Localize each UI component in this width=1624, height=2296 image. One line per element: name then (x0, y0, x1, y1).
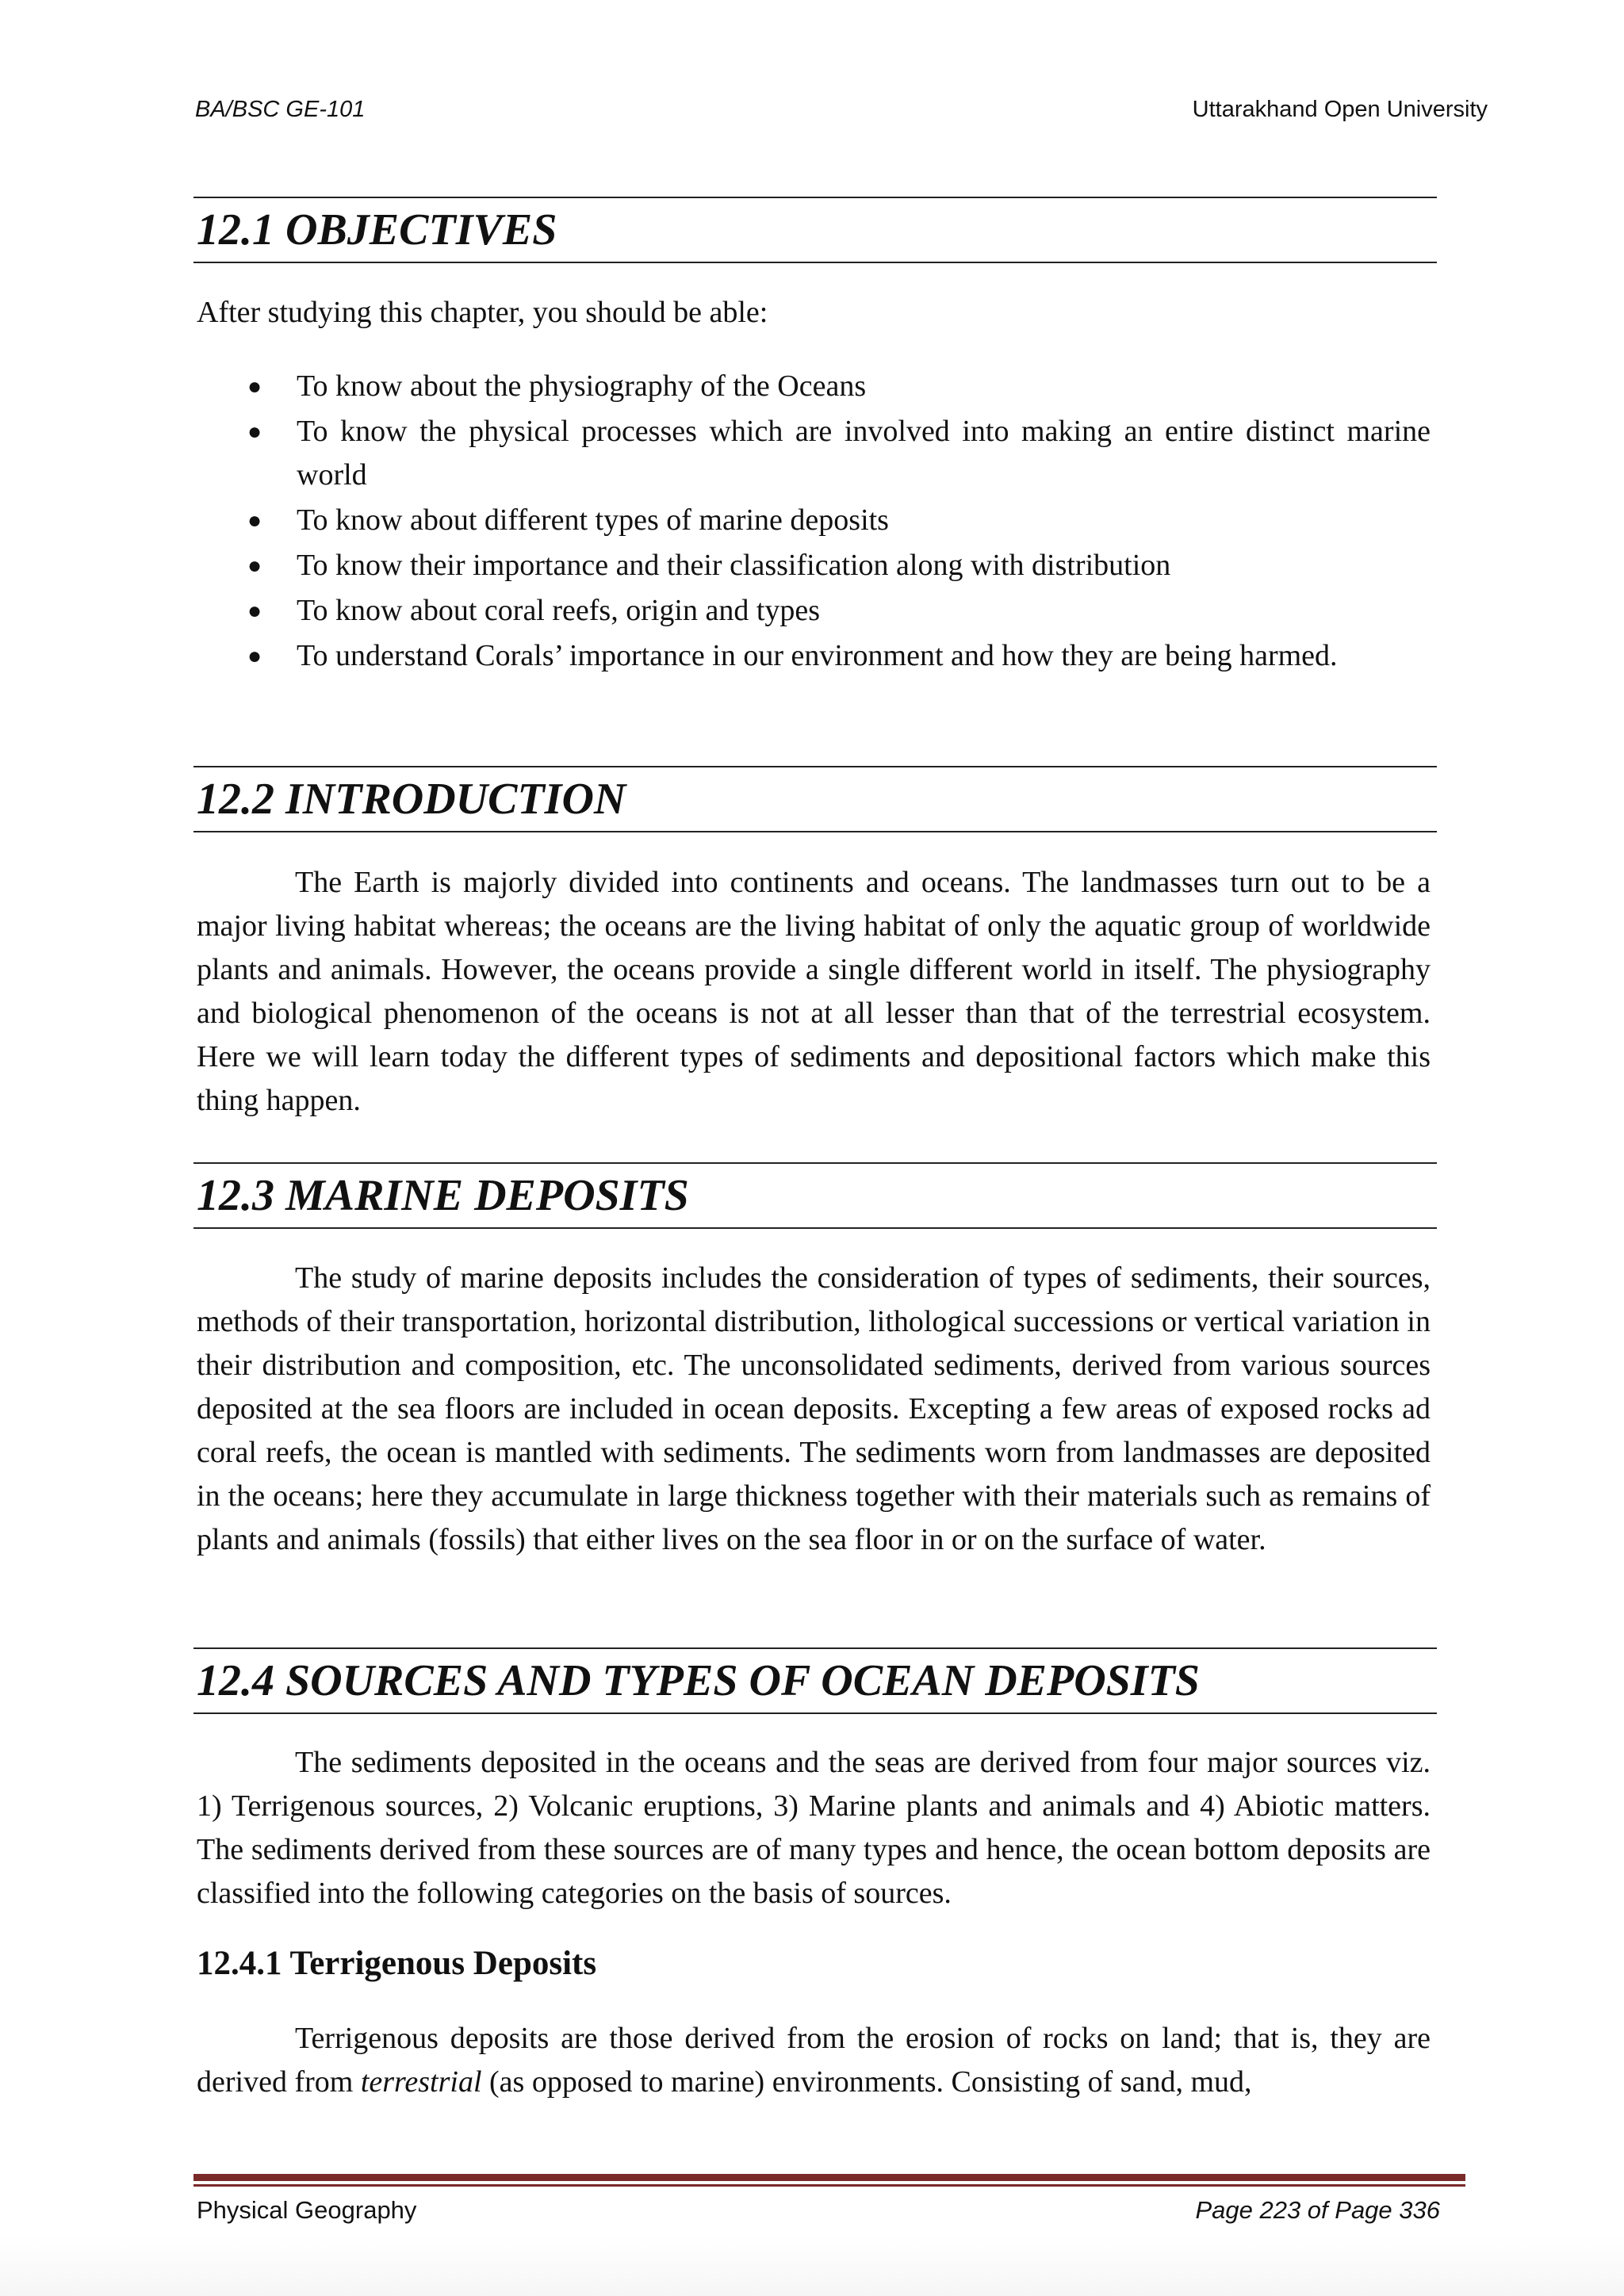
running-header-university: Uttarakhand Open University (1192, 97, 1488, 122)
subsection-heading-terrigenous: 12.4.1 Terrigenous Deposits (197, 1945, 597, 1982)
heading-rule-top (193, 1162, 1437, 1164)
bullet-icon: ● (247, 643, 262, 669)
footer-subject: Physical Geography (197, 2196, 417, 2224)
list-item: ● To know about coral reefs, origin and types (197, 589, 1431, 633)
heading-rule-top (193, 197, 1437, 198)
heading-rule-bottom (193, 1227, 1437, 1229)
heading-rule-bottom (193, 1712, 1437, 1714)
bullet-icon: ● (247, 419, 262, 445)
bullet-icon: ● (247, 507, 262, 534)
section-heading-marine-deposits: 12.3 MARINE DEPOSITS (197, 1171, 689, 1220)
section-heading-objectives: 12.1 OBJECTIVES (197, 205, 557, 254)
objectives-intro-text: After studying this chapter, you should be able: (197, 296, 768, 329)
bullet-icon: ● (247, 373, 262, 400)
bullet-icon: ● (247, 598, 262, 624)
list-item: ● To know their importance and their classification along with distribution (197, 544, 1431, 587)
bullet-icon: ● (247, 553, 262, 579)
objectives-intro (197, 291, 1431, 335)
sources-types-body (197, 1741, 1431, 1915)
heading-rule-bottom (193, 831, 1437, 832)
marine-deposits-body (197, 1257, 1431, 1562)
footer-rule-thin (193, 2184, 1465, 2187)
terrigenous-body (197, 2017, 1431, 2104)
sources-types-paragraph: The sediments deposited in the oceans and the seas are derived from four major sources viz. 1) Terrigenous sources, 2) Volcanic eruptions, 3) Marine plants and animals and 4) Abiotic matters. The sediments derived from these sources are of many types and hence, the ocean bottom deposits are classified into the following categories on the basis of sources. (197, 1746, 1431, 1910)
section-heading-sources-types: 12.4 SOURCES AND TYPES OF OCEAN DEPOSITS (197, 1656, 1200, 1705)
page-bottom-shade (0, 2236, 1624, 2296)
introduction-body (197, 861, 1431, 1123)
running-header-course-code: BA/BSC GE-101 (195, 97, 366, 122)
section-heading-introduction: 12.2 INTRODUCTION (197, 775, 626, 824)
heading-rule-bottom (193, 262, 1437, 263)
list-item: ● To understand Corals’ importance in our environment and how they are being harmed. (197, 634, 1431, 678)
terrigenous-paragraph: Terrigenous deposits are those derived from the erosion of rocks on land; that is, they are derived from terrestrial (as opposed to marine) environments. Consisting of sand, mud, (197, 2022, 1431, 2099)
footer-page-number: Page 223 of Page 336 (1195, 2196, 1440, 2224)
list-item: ● To know the physical processes which are involved into making an entire distinct marine world (197, 410, 1431, 497)
term-terrestrial: terrestrial (360, 2065, 482, 2099)
introduction-paragraph: The Earth is majorly divided into continents and oceans. The landmasses turn out to be a major living habitat whereas; the oceans are the living habitat of only the aquatic group of worldwide plants and animals. However, the oceans provide a single different world in itself. The physiography and biological phenomenon of the oceans is not at all lesser than that of the terrestrial ecosystem. Here we will learn today the different types of sediments and depositional factors which make this thing happen. (197, 866, 1431, 1117)
heading-rule-top (193, 1647, 1437, 1649)
footer-rule-thick (193, 2174, 1465, 2181)
list-item: ● To know about the physiography of the Oceans (197, 365, 1431, 408)
marine-deposits-paragraph: The study of marine deposits includes the consideration of types of sediments, their sources, methods of their transportation, horizontal distribution, lithological successions or vertical variation in their distribution and composition, etc. The unconsolidated sediments, derived from various sources deposited at the sea floors are included in ocean deposits. Excepting a few areas of exposed rocks ad coral reefs, the ocean is mantled with sediments. The sediments worn from landmasses are deposited in the oceans; here they accumulate in large thickness together with their materials such as remains of plants and animals (fossils) that either lives on the sea floor in or on the surface of water. (197, 1261, 1431, 1556)
list-item: ● To know about different types of marine deposits (197, 499, 1431, 542)
objectives-list (197, 365, 1431, 679)
heading-rule-top (193, 766, 1437, 767)
